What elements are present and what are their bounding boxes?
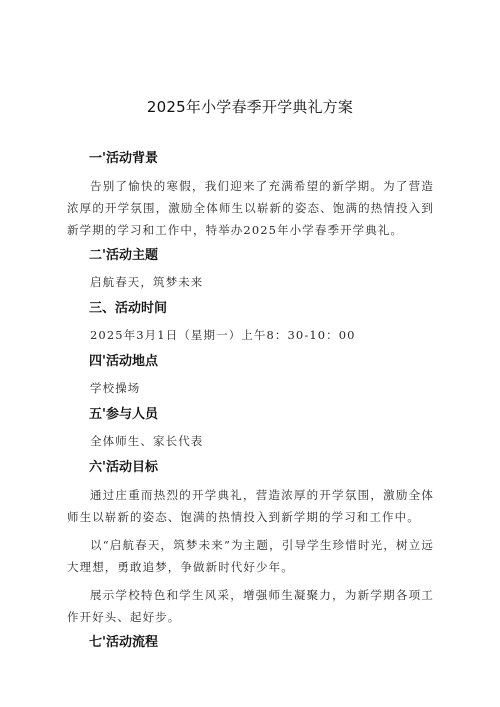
section-background: [67, 150, 434, 241]
section-heading: 五'参与人员: [89, 407, 158, 422]
section-paragraph: 2025年3月1日（星期一）上午8：30-10：00: [90, 328, 356, 342]
section-theme: [67, 247, 434, 292]
section-participants: [67, 406, 434, 451]
section-location: [67, 353, 434, 398]
section-paragraph: 学校操场: [90, 381, 141, 395]
section-paragraph: 通过庄重而热烈的开学典礼，营造浓厚的开学氛围，激励全体师生以崭新的姿态、饱满的热情投入到新学期的学习和工作中。: [67, 488, 434, 524]
section-paragraph: 告别了愉快的寒假，我们迎来了充满希望的新学期。为了营造浓厚的开学氛围，激励全体师生以崭新的姿态、饱满的热情投入到新学期的学习和工作中，特举办2025年小学春季开学典礼。: [67, 179, 434, 237]
section-paragraph: 全体师生、家长代表: [90, 434, 204, 448]
section-paragraph: 以“启航春天，筑梦未来”为主题，引导学生珍惜时光，树立远大理想，勇敢追梦，争做新时代好少年。: [67, 538, 434, 574]
section-goals: [67, 459, 434, 628]
section-heading: 三、活动时间: [89, 301, 168, 316]
section-heading: 六'活动目标: [89, 460, 158, 475]
section-heading: 四'活动地点: [89, 354, 158, 369]
document-body: [67, 150, 434, 659]
document-title: 2025年小学春季开学典礼方案: [146, 98, 354, 116]
section-process: [67, 634, 434, 652]
section-paragraph: 启航春天，筑梦未来: [90, 275, 204, 289]
section-heading: 一'活动背景: [89, 151, 158, 166]
section-paragraph: 展示学校特色和学生风采，增强师生凝聚力，为新学期各项工作开好头、起好步。: [67, 588, 434, 624]
section-heading: 二'活动主题: [89, 248, 158, 263]
section-time: [67, 300, 434, 345]
section-heading: 七'活动流程: [89, 635, 158, 650]
